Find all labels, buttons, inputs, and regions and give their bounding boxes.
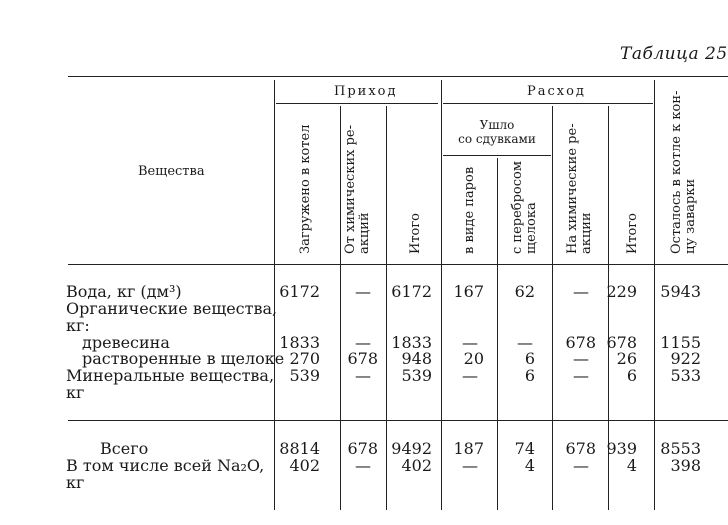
rows-cell: 948 (401, 349, 432, 368)
row-label-mineral-unit: кг (66, 383, 85, 402)
totals-rule (68, 420, 728, 421)
rows-cell: 1833 (391, 333, 432, 352)
row-label-wood: древесина (82, 333, 170, 352)
header-loaded-boiler: Загружено в котел (298, 124, 313, 254)
header-remaining-line2: цу заварки (683, 178, 698, 254)
totals-cell: — (462, 456, 478, 475)
row-label-water: Вода, кг (дм³) (66, 282, 182, 301)
rows-cell: — (355, 366, 371, 385)
income-rule (276, 103, 438, 104)
rows-cell: — (573, 366, 589, 385)
total-label-na2o: В том числе всей Na₂O, (66, 456, 265, 475)
header-income-total: Итого (408, 213, 423, 254)
rows-cell: — (517, 333, 533, 352)
row-label-organic: Органические вещества, (66, 299, 278, 318)
header-to-reactions (566, 123, 594, 254)
rows-cell: 167 (453, 282, 484, 301)
rows-cell: 6 (626, 366, 637, 385)
rows-cell: 539 (401, 366, 432, 385)
header-from-reactions-line2: акций (357, 212, 372, 254)
col-rule-3 (386, 106, 387, 510)
header-from-reactions-line1: От химических ре- (343, 125, 358, 254)
header-substances: Вещества (138, 164, 205, 179)
totals-cell: 402 (401, 456, 432, 475)
rows-cell: — (355, 282, 371, 301)
expense-rule (443, 103, 653, 104)
rows-cell: 1833 (279, 333, 320, 352)
total-label-na2o-unit: кг (66, 473, 85, 492)
rows-cell: 20 (463, 349, 484, 368)
totals-cell: 678 (347, 439, 378, 458)
header-from-reactions (344, 125, 372, 254)
totals-cell: 398 (670, 456, 701, 475)
header-blowdown (443, 118, 551, 146)
header-blowdown-line2: со сдувками (458, 132, 536, 146)
row-label-organic-unit: кг: (66, 316, 90, 335)
total-label-all: Всего (100, 439, 149, 458)
totals-cell: 8553 (660, 439, 701, 458)
rows-cell: 5943 (660, 282, 701, 301)
totals-cell: 939 (606, 439, 637, 458)
blowdown-rule (443, 155, 551, 156)
header-to-reactions-line1: На химические ре- (565, 123, 580, 254)
rows-cell: 539 (289, 366, 320, 385)
top-rule (68, 76, 728, 77)
header-expense-total: Итого (625, 213, 640, 254)
totals-cell: 187 (453, 439, 484, 458)
rows-cell: 533 (670, 366, 701, 385)
totals-cell: 8814 (279, 439, 320, 458)
row-label-dissolved: растворенные в щелоке (82, 349, 285, 368)
rows-cell: — (573, 349, 589, 368)
header-remaining (670, 91, 698, 254)
rows-cell: 62 (514, 282, 535, 301)
rows-cell: 270 (289, 349, 320, 368)
totals-cell: 678 (565, 439, 596, 458)
rows-cell: 678 (347, 349, 378, 368)
row-label-mineral: Минеральные вещества, (66, 366, 275, 385)
header-remaining-line1: Осталось в котле к кон- (669, 90, 684, 254)
col-rule-1 (274, 80, 275, 510)
totals-cell: 74 (514, 439, 535, 458)
totals-cell: 4 (626, 456, 637, 475)
rows-cell: 1155 (660, 333, 701, 352)
totals-cell: — (355, 456, 371, 475)
rows-cell: 678 (606, 333, 637, 352)
header-bottom-rule (68, 264, 728, 265)
header-as-vapor: в виде паров (462, 166, 477, 254)
rows-cell: 6 (524, 366, 535, 385)
rows-cell: 922 (670, 349, 701, 368)
header-expense: Расход (527, 84, 586, 99)
rows-cell: 229 (606, 282, 637, 301)
totals-cell: 402 (289, 456, 320, 475)
rows-cell: — (573, 282, 589, 301)
col-rule-8 (654, 80, 655, 510)
totals-cell: 9492 (391, 439, 432, 458)
header-with-overflow-line1: с переброcом (510, 161, 525, 254)
rows-cell: 6172 (391, 282, 432, 301)
table-caption: Таблица 25 (620, 44, 728, 64)
rows-cell: 678 (565, 333, 596, 352)
rows-cell: 6172 (279, 282, 320, 301)
header-with-overflow-line2: щелока (524, 202, 539, 254)
header-blowdown-line1: Ушло (479, 118, 515, 132)
rows-cell: — (355, 333, 371, 352)
header-income: Приход (334, 84, 398, 99)
header-with-overflow (511, 161, 539, 254)
header-to-reactions-line2: акции (579, 212, 594, 254)
rows-cell: 26 (616, 349, 637, 368)
rows-cell: — (462, 333, 478, 352)
rows-cell: 6 (524, 349, 535, 368)
rows-cell: — (462, 366, 478, 385)
totals-cell: 4 (524, 456, 535, 475)
totals-cell: — (573, 456, 589, 475)
